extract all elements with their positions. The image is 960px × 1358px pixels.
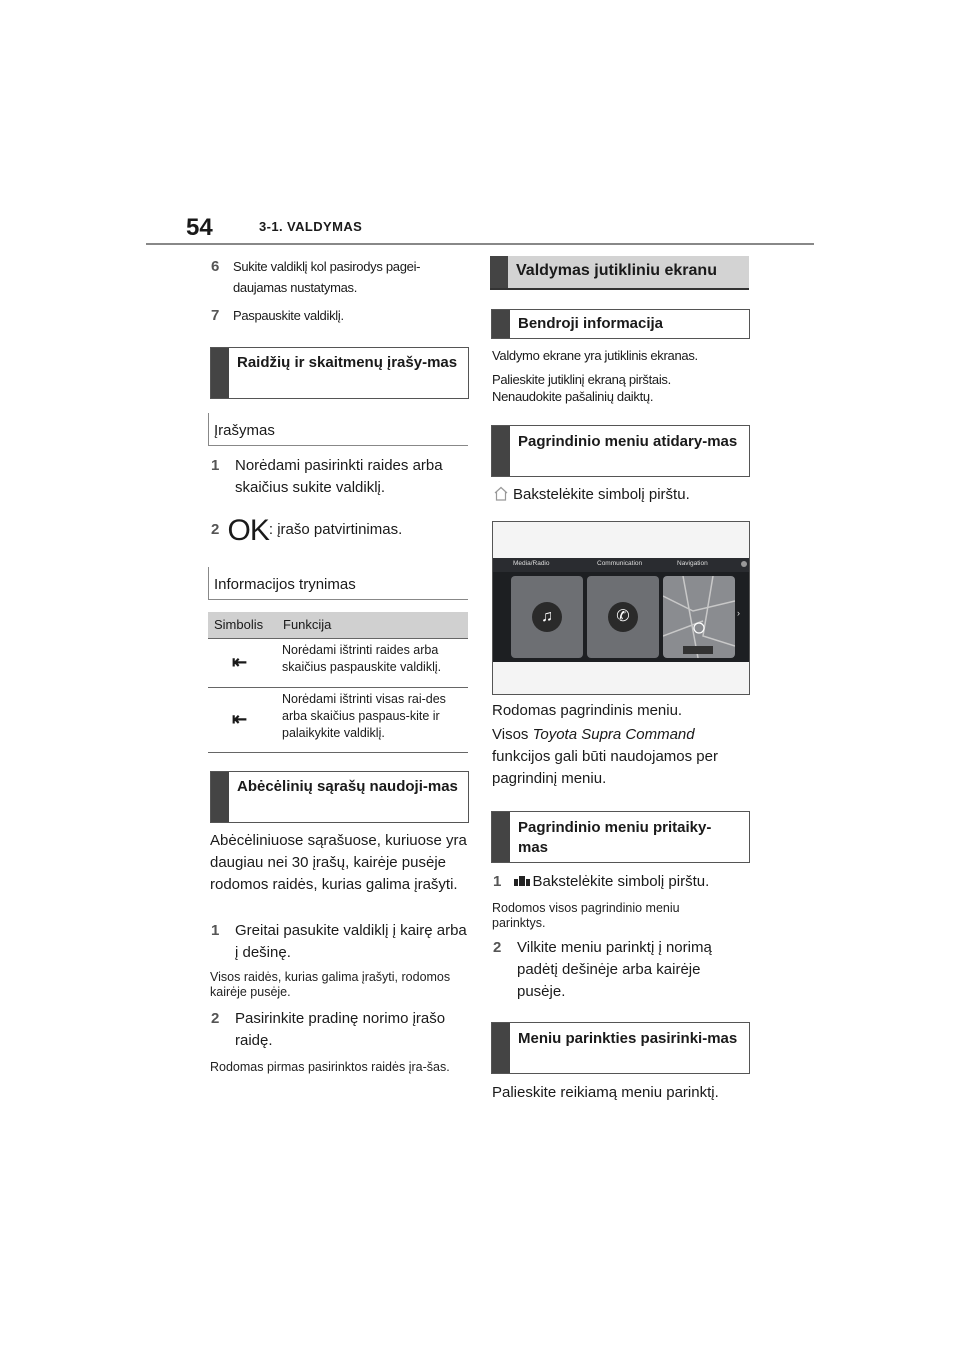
heading-box-alphabetic — [210, 771, 469, 823]
heading-text: Meniu parinkties pasirinki-mas — [518, 1030, 738, 1047]
paragraph — [492, 724, 747, 790]
chevron-right-icon: › — [737, 608, 740, 618]
paragraph: Palieskite jutiklinį ekraną pirštais. Nenaudokite pašalinių daiktų. — [492, 372, 671, 404]
heading-text: Pagrindinio meniu pritaiky-mas — [518, 819, 712, 856]
table-bottom-rule — [208, 752, 468, 753]
home-instruction — [493, 486, 753, 503]
heading-text: Abėcėlinių sąrašų naudoji-mas — [237, 778, 458, 795]
section-title: Valdymas jutikliniu ekranu — [516, 262, 717, 279]
step-number: 2 — [211, 521, 220, 538]
alpha-step-1 — [211, 920, 471, 964]
paragraph: Palieskite reikiamą meniu parinktį. — [492, 1084, 719, 1101]
alpha-step-2 — [211, 1008, 471, 1052]
note: Rodomas pirmas pasirinktos raidės įra-šas. — [210, 1060, 450, 1074]
heading-text: Raidžių ir skaitmenų įrašy-mas — [237, 354, 458, 371]
table-header — [208, 612, 468, 638]
heading-box-select-option — [491, 1022, 750, 1074]
table-cell: Norėdami ištrinti visas rai-des arba skaičius paspaus-kite ir palaikykite valdiklį. — [282, 692, 446, 740]
customize-step-1 — [493, 873, 753, 890]
ok-icon: OK — [227, 514, 269, 547]
customize-step-2 — [493, 937, 743, 1003]
subheading-marker — [208, 413, 209, 445]
note: Visos raidės, kurias galima įrašyti, rodomos kairėje pusėje. — [210, 970, 451, 999]
header-rule — [146, 243, 814, 245]
delete-icon: ⇤ — [232, 652, 248, 672]
step-text: Norėdami pasirinkti raides arba skaičius sukite valdiklį. — [235, 457, 443, 496]
step-number: 2 — [211, 1010, 220, 1027]
subheading-rule — [208, 599, 468, 600]
instruction-text: Bakstelėkite simbolį pirštu. — [513, 486, 690, 503]
screen-display — [493, 558, 749, 662]
table-cell: Norėdami ištrinti raides arba skaičius paspauskite valdiklį. — [282, 643, 442, 674]
heading-bar — [492, 1023, 510, 1073]
home-icon — [493, 486, 509, 501]
menu-layout-icon — [514, 876, 530, 886]
navigation-tile — [663, 576, 735, 658]
music-icon: ♫ — [532, 602, 562, 632]
step-6 — [211, 256, 471, 298]
table-row-rule — [208, 687, 468, 688]
chapter-title: 3-1. VALDYMAS — [259, 219, 363, 234]
text-part: Visos — [492, 726, 533, 743]
heading-box-alphanumeric — [210, 347, 469, 399]
tab-communication: Communication — [597, 560, 643, 567]
step-number: 7 — [211, 307, 220, 324]
step-number: 1 — [493, 873, 502, 890]
subheading-delete: Informacijos trynimas — [214, 576, 356, 593]
table-col-symbol: Simbolis — [214, 617, 264, 632]
main-menu-screenshot — [492, 521, 750, 695]
text-part: funkcijos gali būti naudojamos per pagrindinį meniu. — [492, 748, 718, 787]
heading-text: Bendroji informacija — [518, 315, 664, 332]
heading-box-general — [491, 309, 750, 339]
heading-bar — [492, 812, 510, 862]
step-text: Vilkite meniu parinktį į norimą padėtį dešinėje arba kairėje pusėje. — [517, 939, 712, 1000]
step-number: 1 — [211, 457, 220, 474]
heading-text: Pagrindinio meniu atidary-mas — [518, 433, 738, 450]
note: Rodomos visos pagrindinio meniu parinktys. — [492, 901, 680, 930]
tab-navigation: Navigation — [677, 560, 708, 567]
paragraph: Valdymo ekrane yra jutiklinis ekranas. — [492, 348, 698, 363]
heading-bar — [492, 310, 510, 338]
phone-icon: ✆ — [608, 602, 638, 632]
step-number: 2 — [493, 939, 502, 956]
heading-box-customize-menu — [491, 811, 750, 863]
paragraph: Rodomas pagrindinis meniu. — [492, 702, 683, 719]
heading-box-open-menu — [491, 425, 750, 477]
communication-tile — [587, 576, 659, 658]
heading-bar — [492, 426, 510, 476]
step-text: Sukite valdiklį kol pasirodys pagei-daujamas nustatymas. — [233, 259, 421, 295]
section-heading — [490, 256, 749, 290]
page-number: 54 — [186, 214, 213, 241]
product-name: Toyota Supra Command — [532, 726, 695, 743]
heading-bar — [211, 348, 229, 398]
paragraph: Abėcėliniuose sąrašuose, kuriuose yra daugiau nei 30 įrašų, kairėje pusėje rodomos raidės, kurias galima įrašyti. — [210, 832, 467, 893]
heading-bar — [490, 256, 508, 288]
map-icon — [663, 576, 735, 658]
entry-step-1 — [211, 455, 471, 499]
step-7 — [211, 305, 471, 326]
tab-media-radio: Media/Radio — [513, 560, 550, 567]
table-rule — [208, 638, 468, 639]
step-text: Pasirinkite pradinę norimo įrašo raidę. — [235, 1010, 446, 1049]
delete-all-icon: ⇤ — [232, 709, 248, 729]
step-number: 6 — [211, 258, 220, 275]
heading-bar — [211, 772, 229, 822]
step-text: Paspauskite valdiklį. — [233, 308, 344, 323]
subheading-marker — [208, 567, 209, 599]
step-text: Bakstelėkite simbolį pirštu. — [532, 873, 710, 890]
step-number: 1 — [211, 922, 220, 939]
step-text: : įrašo patvirtinimas. — [268, 521, 403, 538]
entry-step-2 — [211, 514, 471, 548]
subheading-entry: Įrašymas — [214, 422, 275, 439]
subheading-rule — [208, 445, 468, 446]
media-tile — [511, 576, 583, 658]
status-dot — [741, 561, 747, 567]
step-text: Greitai pasukite valdiklį į kairę arba į dešinę. — [235, 922, 467, 961]
table-col-function: Funkcija — [283, 617, 332, 632]
